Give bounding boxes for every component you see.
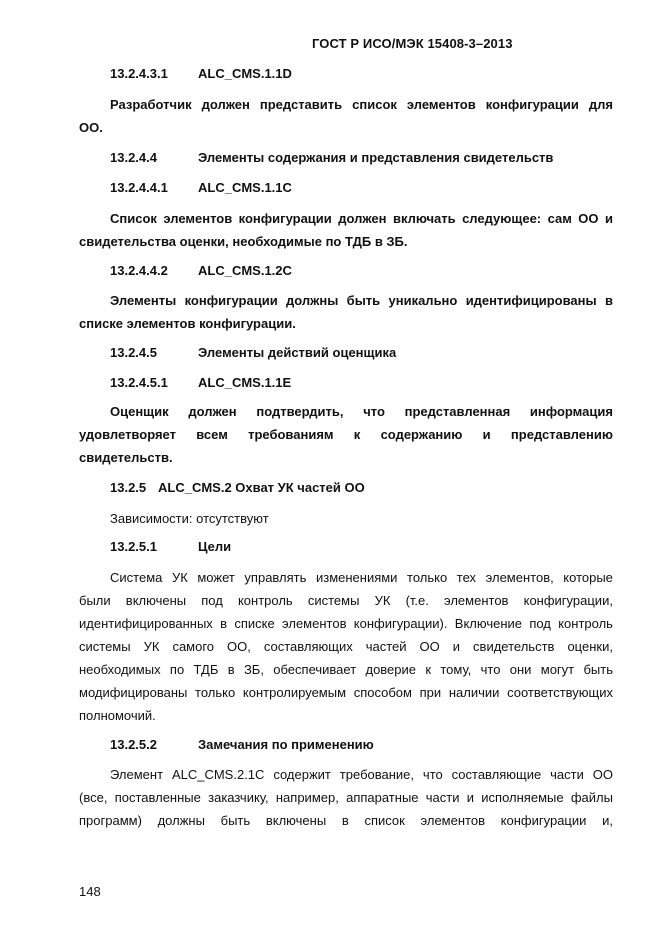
section-title: Замечания по применению [198, 737, 374, 752]
document-header: ГОСТ Р ИСО/МЭК 15408-3–2013 [312, 36, 513, 51]
paragraph-line: Оценщик должен подтвердить, что представленная информация [110, 404, 613, 419]
section-heading [110, 480, 365, 496]
section-number: 13.2.5.2 [110, 737, 157, 752]
paragraph-line: системы УК самого ОО, составляющих частей ОО и свидетельств оценки, [79, 639, 613, 654]
section-number: 13.2.5 [110, 480, 147, 495]
section-number: 13.2.4.5 [110, 345, 157, 360]
paragraph-line: Система УК может управлять изменениями только тех элементов, которые [110, 570, 613, 585]
paragraph-line: полномочий. [79, 708, 156, 723]
section-number: 13.2.4.3.1 [110, 66, 168, 81]
paragraph-line: свидетельств. [79, 450, 173, 465]
section-title: ALC_CMS.2 Охват УК частей ОО [158, 480, 365, 495]
paragraph-line: списке элементов конфигурации. [79, 316, 296, 331]
section-heading [110, 345, 396, 361]
paragraph-line: Разработчик должен представить список элементов конфигурации для [110, 97, 613, 112]
section-heading [110, 66, 292, 82]
section-title: Цели [198, 539, 232, 554]
section-heading [110, 180, 292, 196]
paragraph-line: Элементы конфигурации должны быть уникально идентифицированы в [110, 293, 613, 308]
section-heading [110, 539, 231, 555]
section-number: 13.2.4.4 [110, 150, 157, 165]
paragraph-line: Список элементов конфигурации должен включать следующее: сам ОО и [110, 211, 613, 226]
paragraph-line: свидетельства оценки, необходимые по ТДБ в ЗБ. [79, 234, 408, 249]
section-number: 13.2.4.5.1 [110, 375, 168, 390]
section-title: Элементы содержания и представления свидетельств [198, 150, 554, 165]
paragraph-line: программ) должны быть включены в список элементов конфигурации и, [79, 813, 613, 828]
paragraph-line: необходимых по ТДБ в ЗБ, обеспечивает доверие к тому, что они могут быть [79, 662, 613, 677]
section-title: ALC_CMS.1.1D [198, 66, 292, 81]
section-heading [110, 150, 553, 166]
section-heading [110, 263, 292, 279]
paragraph-line: (все, поставленные заказчику, например, аппаратные части и исполняемые файлы [79, 790, 613, 805]
section-number: 13.2.4.4.1 [110, 180, 168, 195]
section-title: Элементы действий оценщика [198, 345, 397, 360]
section-title: ALC_CMS.1.1C [198, 180, 292, 195]
paragraph-line: модифицированы только контролируемым способом при наличии соответствующих [79, 685, 613, 700]
paragraph-line: ОО. [79, 120, 103, 135]
page-number: 148 [79, 884, 101, 899]
section-heading [110, 375, 291, 391]
paragraph-line: Элемент ALC_CMS.2.1C содержит требование, что составляющие части ОО [110, 767, 613, 782]
section-title: ALC_CMS.1.2C [198, 263, 292, 278]
paragraph-line: удовлетворяет всем требованиям к содержанию и представлению [79, 427, 613, 442]
paragraph-line: Зависимости: отсутствуют [110, 511, 269, 526]
section-title: ALC_CMS.1.1E [198, 375, 292, 390]
section-heading [110, 737, 374, 753]
section-number: 13.2.4.4.2 [110, 263, 168, 278]
paragraph-line: идентифицированных в списке элементов конфигурации). Включение под контроль [79, 616, 613, 631]
paragraph-line: были включены под контроль системы УК (т.е. элементов конфигурации, [79, 593, 613, 608]
section-number: 13.2.5.1 [110, 539, 157, 554]
